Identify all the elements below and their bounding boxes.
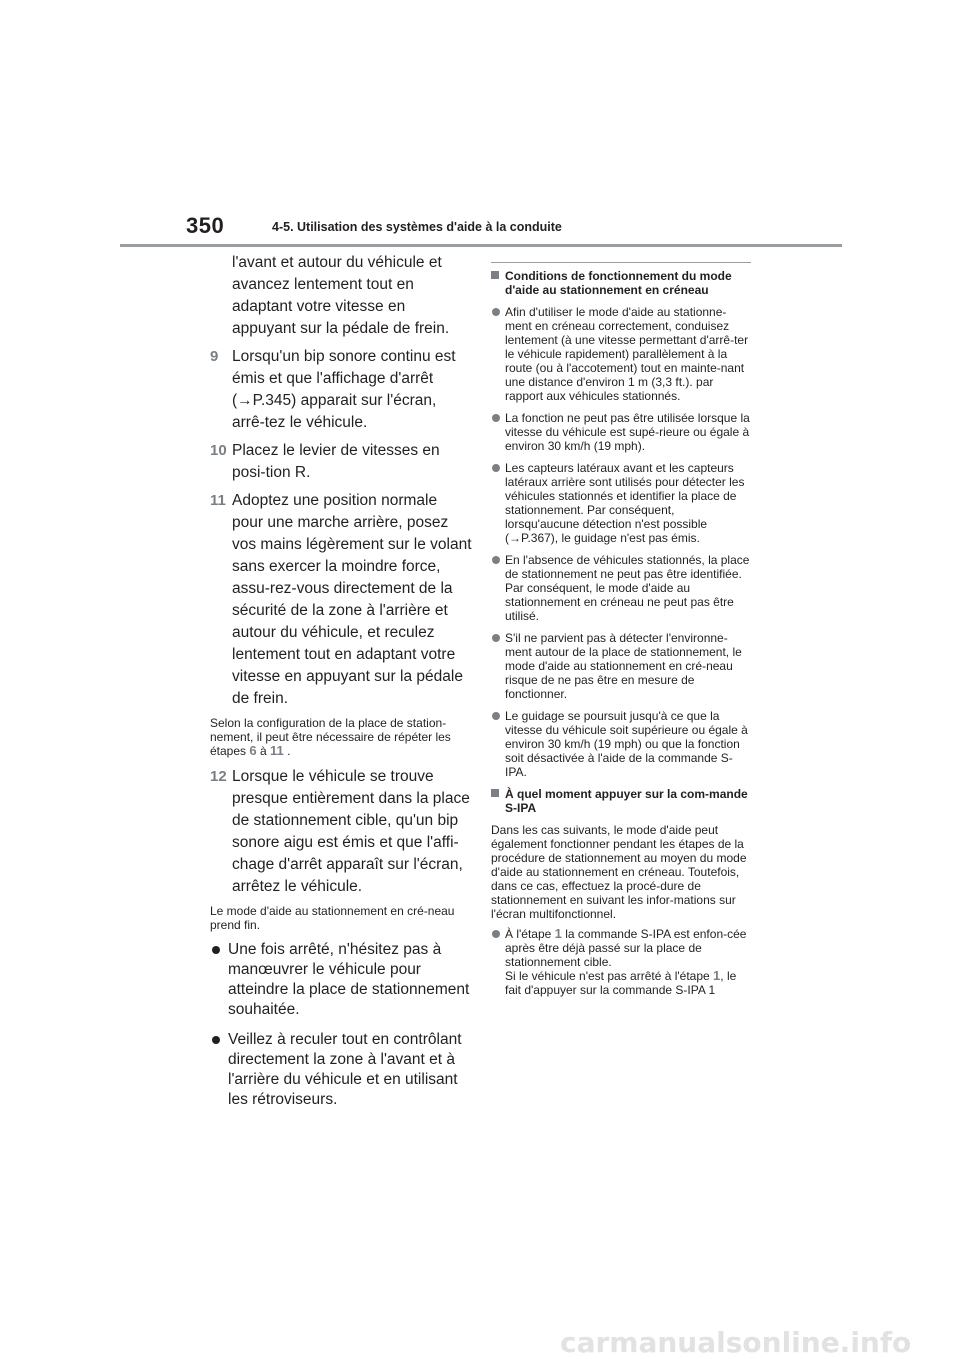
heading-text: À quel moment appuyer sur la com-mande S-IPA: [505, 787, 748, 815]
square-bullet-icon: [491, 271, 499, 279]
bullet-item: [210, 1030, 472, 1110]
repeat-steps-note: [210, 716, 472, 758]
left-column: [210, 252, 472, 1120]
bullet-text: Afin d'utiliser le mode d'aide au stationne-ment en créneau correctement, conduisez lentement (à une vitesse permettant d'arrê-ter le véhicule rapidement) parallèlement à la route (ou à l'accotement) tout en mainte-nant une distance d'environ 1 m (3,3 ft.). par rapport aux véhicules stationnés.: [505, 305, 749, 403]
condition-bullet: [491, 411, 751, 453]
note-text: Selon la configuration de la place de station-nement, il peut être nécessaire de répéter les étapes: [210, 716, 451, 758]
continuation-text: l'avant et autour du véhicule et avancez lentement tout en adaptant votre vitesse en appuyant sur la pédale de frein.: [232, 254, 450, 337]
bullet-text: la commande S-IPA est enfon-cée après être déjà passé sur la place de stationnement cible.: [505, 927, 747, 969]
square-bullet-icon: [491, 789, 499, 797]
step-ref-1: 1: [713, 968, 721, 983]
bullet-text: Veillez à reculer tout en contrôlant directement la zone à l'avant et à l'arrière du véhicule et en utilisant les rétroviseurs.: [228, 1031, 462, 1108]
step-9: [210, 346, 472, 434]
bullet-dot-icon: [492, 712, 500, 720]
bullet-text: En l'absence de véhicules stationnés, la place de stationnement ne peut pas être identifiée. Par conséquent, le mode d'aide au stationnement en créneau ne peut pas être utilisé.: [505, 553, 750, 623]
step-ref-11: 11: [269, 743, 284, 758]
bullet-dot-icon: [492, 308, 500, 316]
step-number: 11: [210, 492, 226, 509]
bullet-text: S'il ne parvient pas à détecter l'environne-ment autour de la place de stationnement, le mode d'aide au stationnement en cré-neau risque de ne pas être en mesure de fonctionner.: [505, 631, 742, 701]
step-text: Adoptez une position normale pour une marche arrière, posez vos mains légèrement sur le volant sans exercer la moindre force, assu-rez-vous directement de la sécurité de la zone à l'arrière et autour du véhicule, et reculez lentement tout en adaptant votre vitesse en appuyant sur la pédale de frein.: [232, 492, 472, 707]
condition-bullet: [491, 305, 751, 403]
mode-end-note: Le mode d'aide au stationnement en cré-neau prend fin.: [210, 904, 455, 932]
step-ref-6: 6: [249, 743, 257, 758]
bullet-text: Le guidage se poursuit jusqu'à ce que la vitesse du véhicule soit supérieure ou égale à environ 30 km/h (19 mph) ou que la fonction soit désactivée à l'aide de la commande S-IPA.: [505, 709, 748, 779]
bullet-item: [210, 940, 472, 1020]
step-number: 10: [210, 442, 227, 459]
bullet-dot-icon: [492, 930, 500, 938]
condition-bullet: [491, 553, 751, 623]
right-column: [491, 262, 751, 1005]
bullet-dot-icon: [492, 634, 500, 642]
bullet-text: Une fois arrêté, n'hésitez pas à manœuvrer le véhicule pour atteindre la place de stationnement souhaitée.: [228, 941, 470, 1018]
bullet-text: La fonction ne peut pas être utilisée lorsque la vitesse du véhicule est supé-rieure ou égale à environ 30 km/h (19 mph).: [505, 411, 750, 453]
step-12: [210, 766, 472, 898]
bullet-dot-icon: [492, 556, 500, 564]
step-text: Placez le levier de vitesses en posi-tion R.: [232, 442, 440, 481]
watermark: carmanualsonline.info: [560, 1326, 912, 1359]
condition-bullet: [491, 709, 751, 779]
bullet-dot-icon: [212, 946, 220, 954]
condition-bullet: [491, 631, 751, 701]
step-bullet: [491, 927, 751, 997]
step-ref-1: 1: [554, 926, 562, 941]
step-number: 9: [210, 348, 219, 365]
header-rule: [120, 244, 842, 247]
step-text: Lorsque le véhicule se trouve presque entièrement dans la place de stationnement cible, qu'un bip sonore aigu est émis et que l'affi-chage d'arrêt apparaît sur l'écran, arrêtez le véhicule.: [232, 768, 470, 895]
condition-bullet: [491, 461, 751, 545]
step-10: [210, 440, 472, 484]
bullet-dot-icon: [492, 414, 500, 422]
bullet-text: Si le véhicule n'est pas arrêté à l'étape: [505, 969, 710, 983]
heading-text: Conditions de fonctionnement du mode d'aide au stationnement en créneau: [505, 269, 732, 297]
section-title: 4-5. Utilisation des systèmes d'aide à la conduite: [272, 220, 562, 234]
bullet-text: À l'étape: [505, 927, 552, 941]
note-text: à: [259, 744, 267, 758]
step-number: 12: [210, 768, 227, 785]
bullet-dot-icon: [212, 1036, 220, 1044]
section-heading: [491, 787, 751, 815]
step-11: [210, 490, 472, 710]
right-rule: [491, 262, 751, 263]
bullet-dot-icon: [492, 464, 500, 472]
bullet-text: , le fait d'appuyer sur la commande S-IPA 1: [505, 969, 737, 997]
step-text: Lorsqu'un bip sonore continu est émis et que l'affichage d'arrêt (→P.345) apparait sur l'écran, arrê-tez le véhicule.: [232, 348, 456, 431]
note-text: .: [287, 744, 291, 758]
section-heading: [491, 269, 751, 297]
section-paragraph: Dans les cas suivants, le mode d'aide peut également fonctionner pendant les étapes de la procédure de stationnement au moyen du mode d'aide au stationnement en créneau. Toutefois, dans ce cas, effectuez la procé-dure de stationnement en suivant les infor-mations sur l'écran multifonctionnel.: [491, 823, 747, 921]
bullet-text: Les capteurs latéraux avant et les capteurs latéraux arrière sont utilisés pour détecter les véhicules stationnés et identifier la place de stationnement. Par conséquent, lorsqu'aucune détection n'est possible (→P.367), le guidage n'est pas émis.: [505, 461, 745, 545]
page-number: 350: [186, 213, 225, 238]
